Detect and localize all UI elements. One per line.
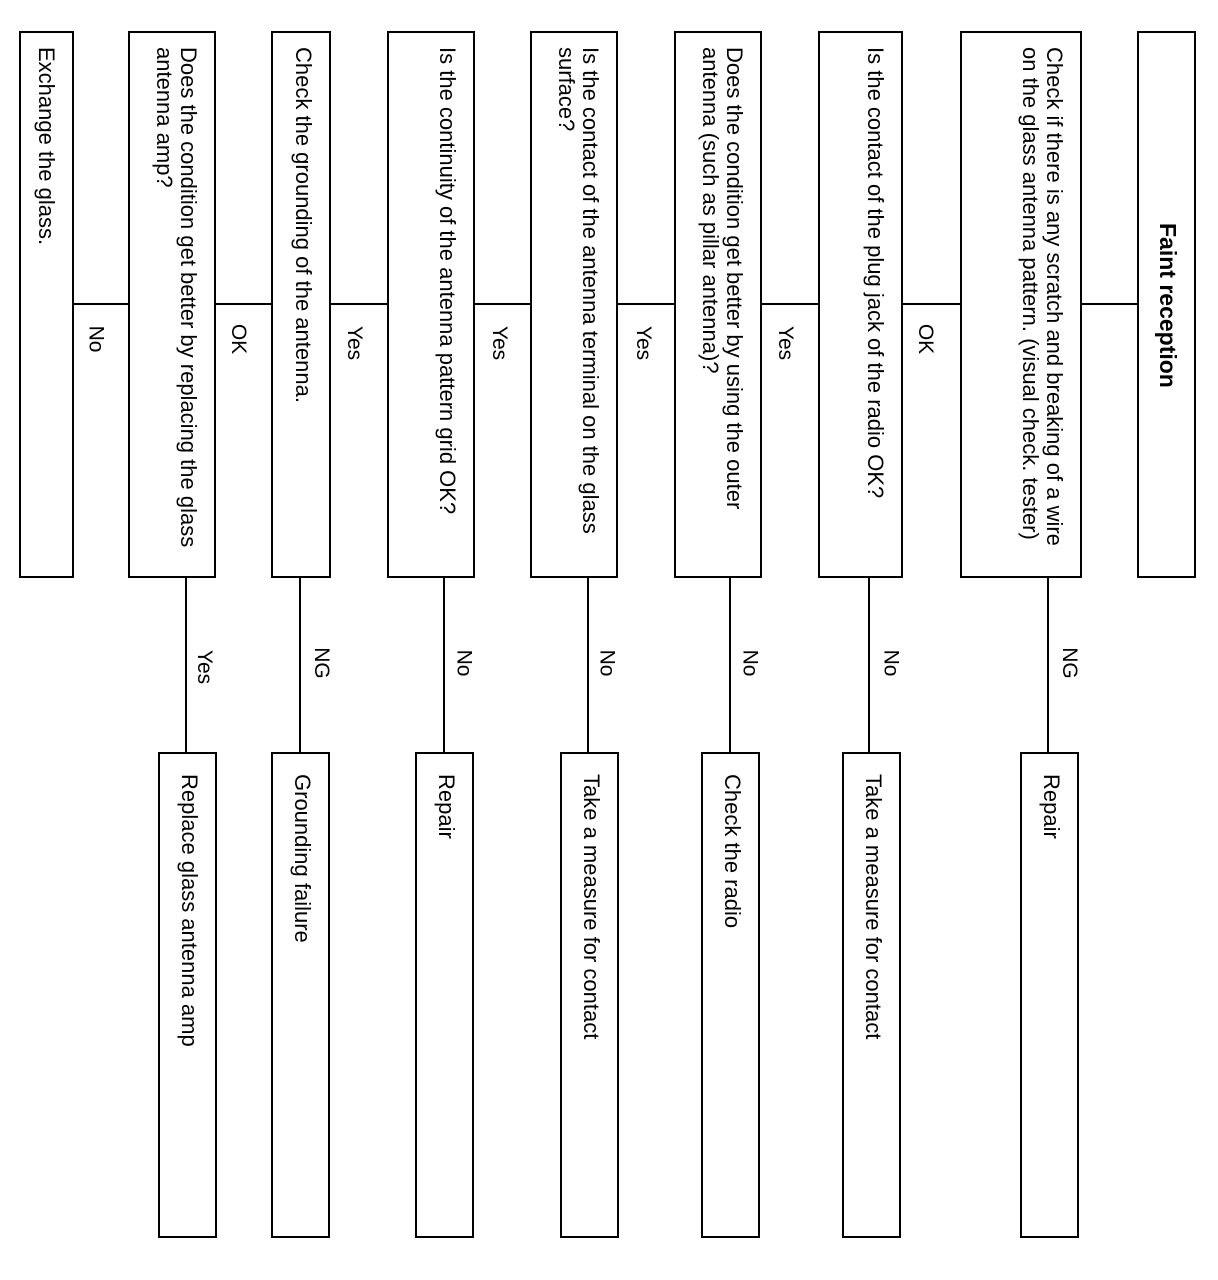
- branch-label-5: No: [452, 649, 476, 677]
- step-3-result-text: Check the radio: [720, 774, 745, 929]
- step-3-result-box: [701, 752, 760, 1238]
- step-1-text: Check if there is any scratch and breaking of a wire on the glass antenna pattern. (visual check. tester): [1018, 47, 1067, 546]
- step-7-text: Does the condition get better by replacing the glass antenna amp?: [152, 47, 201, 548]
- connector-step1-step2: [903, 303, 960, 305]
- step-1-result-box: [1020, 752, 1079, 1238]
- step-6-result-text: Grounding failure: [290, 774, 315, 943]
- branch-label-1: NG: [1057, 647, 1081, 679]
- next-label-6: OK: [227, 323, 251, 355]
- branch-step5: [443, 578, 445, 752]
- next-label-3: Yes: [632, 325, 656, 361]
- step-3-box: [674, 31, 762, 578]
- step-1-box: [960, 31, 1082, 578]
- next-label-2: Yes: [774, 325, 798, 361]
- step-4-result-text: Take a measure for contact: [579, 774, 604, 1040]
- connector-step3-step4: [618, 303, 674, 305]
- step-6-text: Check the grounding of the antenna.: [291, 47, 316, 403]
- branch-label-6: NG: [309, 647, 333, 679]
- next-label-4: Yes: [488, 325, 512, 361]
- branch-label-4: No: [595, 649, 619, 677]
- step-4-text: Is the contact of the antenna terminal on the glass surface?: [554, 47, 603, 534]
- branch-label-7: Yes: [193, 649, 217, 685]
- step-5-result-box: [415, 752, 474, 1238]
- step-2-result-box: [842, 752, 901, 1238]
- step-4-box: [530, 31, 618, 578]
- step-1-result-text: Repair: [1039, 774, 1064, 839]
- connector-step2-step3: [762, 303, 818, 305]
- step-2-box: [818, 31, 903, 578]
- connector-step4-step5: [475, 303, 530, 305]
- step-5-text: Is the continuity of the antenna pattern grid OK?: [435, 47, 460, 515]
- final-text: Exchange the glass.: [34, 47, 59, 246]
- step-6-result-box: [271, 752, 330, 1238]
- step-7-result-text: Replace glass antenna amp: [177, 774, 202, 1047]
- branch-step1: [1047, 578, 1049, 752]
- step-7-box: [128, 31, 216, 578]
- step-4-result-box: [560, 752, 619, 1238]
- step-2-result-text: Take a measure for contact: [861, 774, 886, 1040]
- final-box: [19, 31, 74, 578]
- branch-step6: [299, 578, 301, 752]
- next-label-1: OK: [914, 323, 938, 355]
- step-5-result-text: Repair: [434, 774, 459, 839]
- connector-title-step1: [1082, 303, 1137, 305]
- branch-step4: [587, 578, 589, 752]
- branch-step2: [868, 578, 870, 752]
- step-7-result-box: [158, 752, 217, 1238]
- branch-label-2: No: [879, 649, 903, 677]
- title-text: Faint reception: [1155, 223, 1181, 388]
- step-6-box: [271, 31, 331, 578]
- branch-step3: [729, 578, 731, 752]
- step-2-text: Is the contact of the plug jack of the radio OK?: [863, 47, 888, 499]
- next-label-7: No: [84, 325, 108, 353]
- branch-label-3: No: [738, 649, 762, 677]
- step-5-box: [387, 31, 475, 578]
- title-box: [1137, 31, 1196, 578]
- connector-step7-final: [74, 303, 128, 305]
- connector-step5-step6: [331, 303, 387, 305]
- connector-step6-step7: [216, 303, 271, 305]
- step-3-text: Does the condition get better by using the outer antenna (such as pillar antenna)?: [698, 47, 747, 510]
- branch-step7: [185, 578, 187, 752]
- next-label-5: Yes: [343, 325, 367, 361]
